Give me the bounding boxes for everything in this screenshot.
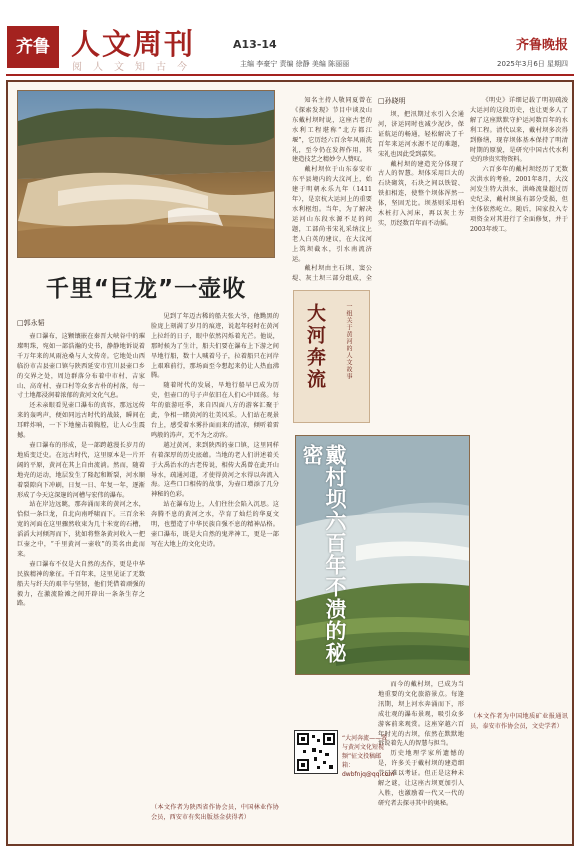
- paragraph: 坝，把汛期过水引入会通河，济运同时也减少泥沙，保证航运的畅通，轻松解决了千百年来运河水源不足的难题，宋礼也因此受到嘉奖。: [378, 111, 464, 158]
- paragraph: 站在岸边远眺，那奔涌而来的黄河之水，恰似一条巨龙，自北向南呼啸而下。三百余米宽的河面在这里骤然收束为几十米宽的石槽，滔滔大河倾泻而下，犹如将整条黄河收入一把巨壶之中，“千里黄河一壶收”的美名由此而来。: [17, 501, 145, 558]
- paragraph: 六百多年的戴村坝经历了无数次洪水的考验，2001年8月，大汶河发生特大洪水，洪峰流量超过历史纪录，戴村坝虽有部分受损，但主体依然屹立。随后，国家投入专项资金对其进行了全面修复，并于2003年竣工。: [470, 166, 568, 233]
- article-column-2: [151, 312, 279, 800]
- paragraph: 《明史》详细记载了明初疏浚大运河的这段历史，也让更多人了解了这座默默守护运河数百年的水利工程。清代以来，戴村坝多次得到修缮，现存坝体基本保持了明清时期的原貌，是研究中国古代水利史的珍贵实物资料。: [470, 97, 568, 164]
- column-series-title: [293, 290, 370, 423]
- paragraph: 越过黄河，来到陕西的壶口镇，这里同样有着深厚的历史底蕴。当地的老人们讲述着关于大禹治水的古老传说，相传大禹曾在此开山导水，疏通河道，才使得黄河之水得以奔流入海。这些口口相传的故事，为壶口增添了几分神秘的色彩。: [151, 441, 279, 499]
- paragraph: 随着时代的发展，旱地行船早已成为历史，但壶口的号子声依旧在人们心中回荡。每年的旅游旺季，来自四面八方的游客汇聚于此，争相一睹黄河的壮美风采。人们站在观景台上，感受着水雾扑面而来的清凉，倾听着雷鸣般的涛声，无不为之动容。: [151, 382, 279, 439]
- masthead: [0, 0, 580, 84]
- series-title: 大河奔流: [304, 303, 326, 391]
- issue-date: 2025年3月6日 星期四: [497, 60, 568, 68]
- paragraph: 戴村坝位于山东泰安市东平县境内的大汶河上，始建于明朝永乐九年（1411年），是京杭大运河上的重要水利枢纽。当年，为了解决运河山东段水源不足的问题，工部尚书宋礼采纳汶上老人白英的建议，在大汶河上筑坝截水，引水南流济运。: [292, 166, 372, 263]
- paragraph: 知名主持人敬同夏曾在《探索发现》节目中谈及山东戴村坝时说，这座古老的水利工程堪称“北方都江堰”，它历经六百余年风雨洗礼，至今仍在发挥作用，其建造技艺之精妙令人赞叹。: [292, 97, 372, 164]
- waterfall-photo: [17, 90, 275, 258]
- paragraph: 壶口瀑布不仅是大自然的杰作，更是中华民族精神的象征。千百年来，这里见证了无数船夫与纤夫的艰辛与坚韧，他们凭借着顽强的毅力，在激流险滩之间开辟出一条条生存之路。: [17, 560, 145, 608]
- page-title: 人文周刊: [71, 27, 196, 61]
- second-author-byline: □孙晓明: [378, 97, 406, 105]
- second-author-note: （本文作者为中国地质矿业报通讯员，泰安市作协会员，文史学者）: [470, 713, 568, 730]
- paragraph: 戴村坝由主石坝、窦公堤、灰土坝三部分组成，全: [292, 265, 372, 282]
- page-number: A13-14: [233, 38, 277, 51]
- qr-code[interactable]: [294, 730, 338, 774]
- paragraph: 戴村坝的建造充分体现了古人的智慧。坝体采用巨大的石块砌筑，石块之间以铁锭、铁扣相连，使整个坝体浑然一体，坚固无比。坝基则采用柏木桩打入河床，再以灰土夯实，历经数百年而不动摇。: [378, 160, 464, 227]
- paragraph: 而今的戴村坝，已成为当地重要的文化旅游景点。每逢汛期，坝上河水奔涌而下，形成壮观的瀑布景观，吸引众多游客前来观赏。这座穿越六百年时光的古坝，依然在默默地诉说着先人的智慧与担当。: [378, 681, 464, 748]
- headline: 千里“巨龙”一壶收: [45, 276, 247, 302]
- paragraph: 站在瀑布边上，人们往往会陷入沉思。这奔腾不息的黄河之水，孕育了灿烂的华夏文明，也塑造了中华民族自强不息的精神品格。壶口瀑布，既是大自然的鬼斧神工，更是一部写在大地上的文化史诗。: [151, 501, 279, 548]
- newspaper-brand: 齐鲁晚报: [515, 38, 568, 53]
- dam-photo: [295, 435, 470, 675]
- qr-caption: “大河奔流——我与黄河文化短视频”征文投稿邮箱：dwbfnjq@qq.com: [342, 735, 395, 778]
- paragraph: 壶口瀑布的形成，是一部跨越漫长岁月的地质变迁史。在远古时代，这里原本是一片开阔的平原，黄河在其上自由流淌。然而，随着地壳的运动，地层发生了隆起和断裂，河水顺着裂隙向下冲刷，日复一日、年复一年，逐渐形成了今天这深邃的河槽与宏伟的瀑布。: [17, 441, 145, 499]
- author-note: （本文作者为陕西省作协会员，中国林业作协会员，西安市有奖出版基金获得者）: [151, 804, 279, 821]
- article-column-1: [17, 332, 145, 837]
- paragraph: 壶口瀑布，这颗镶嵌在秦晋大峡谷中的璀璨明珠，宛如一部浩瀚的史书，静静地诉说着千万年来的风雨沧桑与人文传奇。它地处山西临汾市吉县壶口镇与陕西延安市宜川县壶口乡的交界之处，周边群落分布着中市村、吉家山、高奇村、壶口村等众多古朴的村落，每一寸土地都浸润着浓郁的黄河文化气息。: [17, 333, 145, 400]
- second-column-d: [378, 680, 464, 838]
- section-slogan: 阅人文知古今: [72, 62, 198, 73]
- second-column-b: [378, 110, 464, 430]
- editor-credits: 主编 李豪宁 责编 徐静 美编 陈丽丽: [240, 60, 350, 68]
- paragraph: 历史地理学家所遗憾的是，许多关于戴村坝的建造细节已难以考证。但正是这种未解之谜，让这座古坝更加引人入胜，也激励着一代又一代的研究者去探寻其中的奥秘。: [378, 750, 464, 807]
- paragraph: 见到了年迈古稀的船夫张大爷，他黝黑的脸庞上刻满了岁月的痕迹，说起年轻时在黄河上拉纤的日子，眼中依然闪烁着光芒。他说，那时候为了生计，船夫们要在瀑布上下游之间旱地行船，数十人喊着号子，拉着船只在河岸上艰难前行，那场面至今想起来仍让人热血沸腾。: [151, 313, 279, 380]
- dam-photo-title: 戴村坝六百年不溃的秘密: [300, 444, 347, 664]
- series-subtitle: 一组关于黄河的人文故事: [345, 303, 352, 380]
- header-rule: [6, 74, 574, 76]
- paragraph: 还未亲眼看见壶口瀑布的真容，那远远传来的轰鸣声，便如同远古时代的战鼓，瞬间在耳畔炸响，一下下地撞击着胸腔，让人心生震撼。: [17, 402, 145, 440]
- second-column-c: [470, 96, 568, 708]
- logo: 齐鲁: [7, 26, 59, 68]
- second-column-a: [292, 96, 372, 282]
- author-byline: □郭永韬: [17, 319, 45, 327]
